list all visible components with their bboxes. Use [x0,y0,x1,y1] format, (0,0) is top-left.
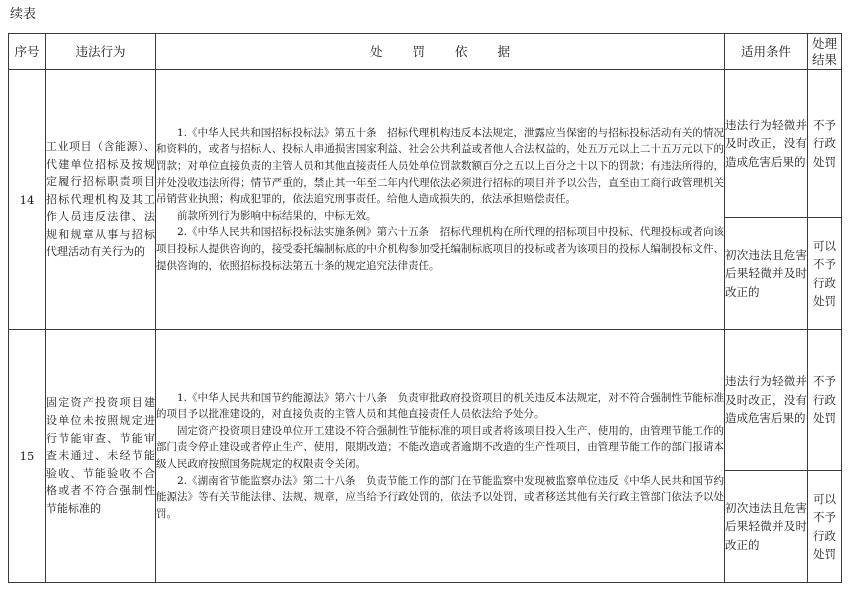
header-result: 处理结果 [808,34,842,70]
table-row [9,330,842,471]
basis-paragraph: 前款所列行为影响中标结果的，中标无效。 [177,209,377,222]
header-applicable-condition: 适用条件 [725,34,808,70]
basis-paragraph: 2.《中华人民共和国招标投标法实施条例》第六十五条 招标代理机构在所代理的招标项目中投标、代理投标或者向该项目投标人提供咨询的，接受委托编制标底的中介机构参加受托编制标底项目的投标或者为该项目的投标人编制投标文件、提供咨询的，依照招标投标法第五十条的规定追究法律责任。 [156,226,724,272]
row-14-result-1: 不予行政处罚 [808,70,842,218]
penalty-table [8,33,842,583]
row-15-illegal-act: 固定资产投资项目建设单位未按照规定进行节能审查、节能审查未通过、未经节能验收、节能验收不合格或者不符合强制性节能标准的 [46,330,156,583]
row-15-result-1: 不予行政处罚 [808,330,842,471]
row-14-illegal-act: 工业项目（含能源）、代建单位招标及按规定履行招标职责项目招标代理机构及其工作人员违反法律、法规和规章从事与招标代理活动有关行为的 [46,70,156,330]
table-header-row [9,34,842,70]
row-15-penalty-basis [156,330,725,583]
basis-paragraph: 1.《中华人民共和国招标投标法》第五十条 招标代理机构违反本法规定，泄露应当保密的与招标投标活动有关的情况和资料的，或者与招标人、投标人串通损害国家利益、社会公共利益或者他人合法权益的，处五万元以上二十五万元以下的罚款；对单位直接负责的主管人员和其他直接责任人员处单位罚款数额百分之五以上百分之十以下的罚款；有违法所得的，并处没收违法所得；情节严重的，禁止其一年至二年内代理依法必须进行招标的项目并予以公告，直至由工商行政管理机关吊销营业执照；构成犯罪的，依法追究刑事责任。给他人造成损失的，依法承担赔偿责任。 [156,126,724,206]
table-row [9,70,842,218]
continued-table-label: 续表 [10,7,37,22]
basis-paragraph: 固定资产投资项目建设单位开工建设不符合强制性节能标准的项目或者将该项目投入生产、使用的，由管理节能工作的部门责令停止建设或者停止生产、使用，限期改造；不能改造或者逾期不改造的生产性项目，由管理节能工作的部门报请本级人民政府按照国务院规定的权限责令关闭。 [156,424,724,470]
row-14-condition-2: 初次违法且危害后果轻微并及时改正的 [725,218,808,330]
row-15-seq: 15 [9,330,46,583]
row-14-penalty-basis [156,70,725,330]
row-15-condition-1: 违法行为轻微并及时改正，没有造成危害后果的 [725,330,808,471]
basis-paragraph: 2.《湖南省节能监察办法》第二十八条 负责节能工作的部门在节能监察中发现被监察单位违反《中华人民共和国节约能源法》等有关节能法律、法规、规章，应当给予行政处罚的，依法予以处罚，或者移送其他有关行政主管部门依法予以处罚。 [156,474,724,520]
row-15-condition-2: 初次违法且危害后果轻微并及时改正的 [725,471,808,583]
header-penalty-basis: 处 罚 依 据 [156,34,725,70]
row-14-condition-1: 违法行为轻微并及时改正，没有造成危害后果的 [725,70,808,218]
header-illegal-act: 违法行为 [46,34,156,70]
header-seq: 序号 [9,34,46,70]
basis-paragraph: 1.《中华人民共和国节约能源法》第六十八条 负责审批政府投资项目的机关违反本法规定，对不符合强制性节能标准的项目予以批准建设的，对直接负责的主管人员和其他直接责任人员依法给予处分。 [156,391,724,421]
row-14-result-2: 可以不予行政处罚 [808,218,842,330]
row-15-result-2: 可以不予行政处罚 [808,471,842,583]
row-14-seq: 14 [9,70,46,330]
